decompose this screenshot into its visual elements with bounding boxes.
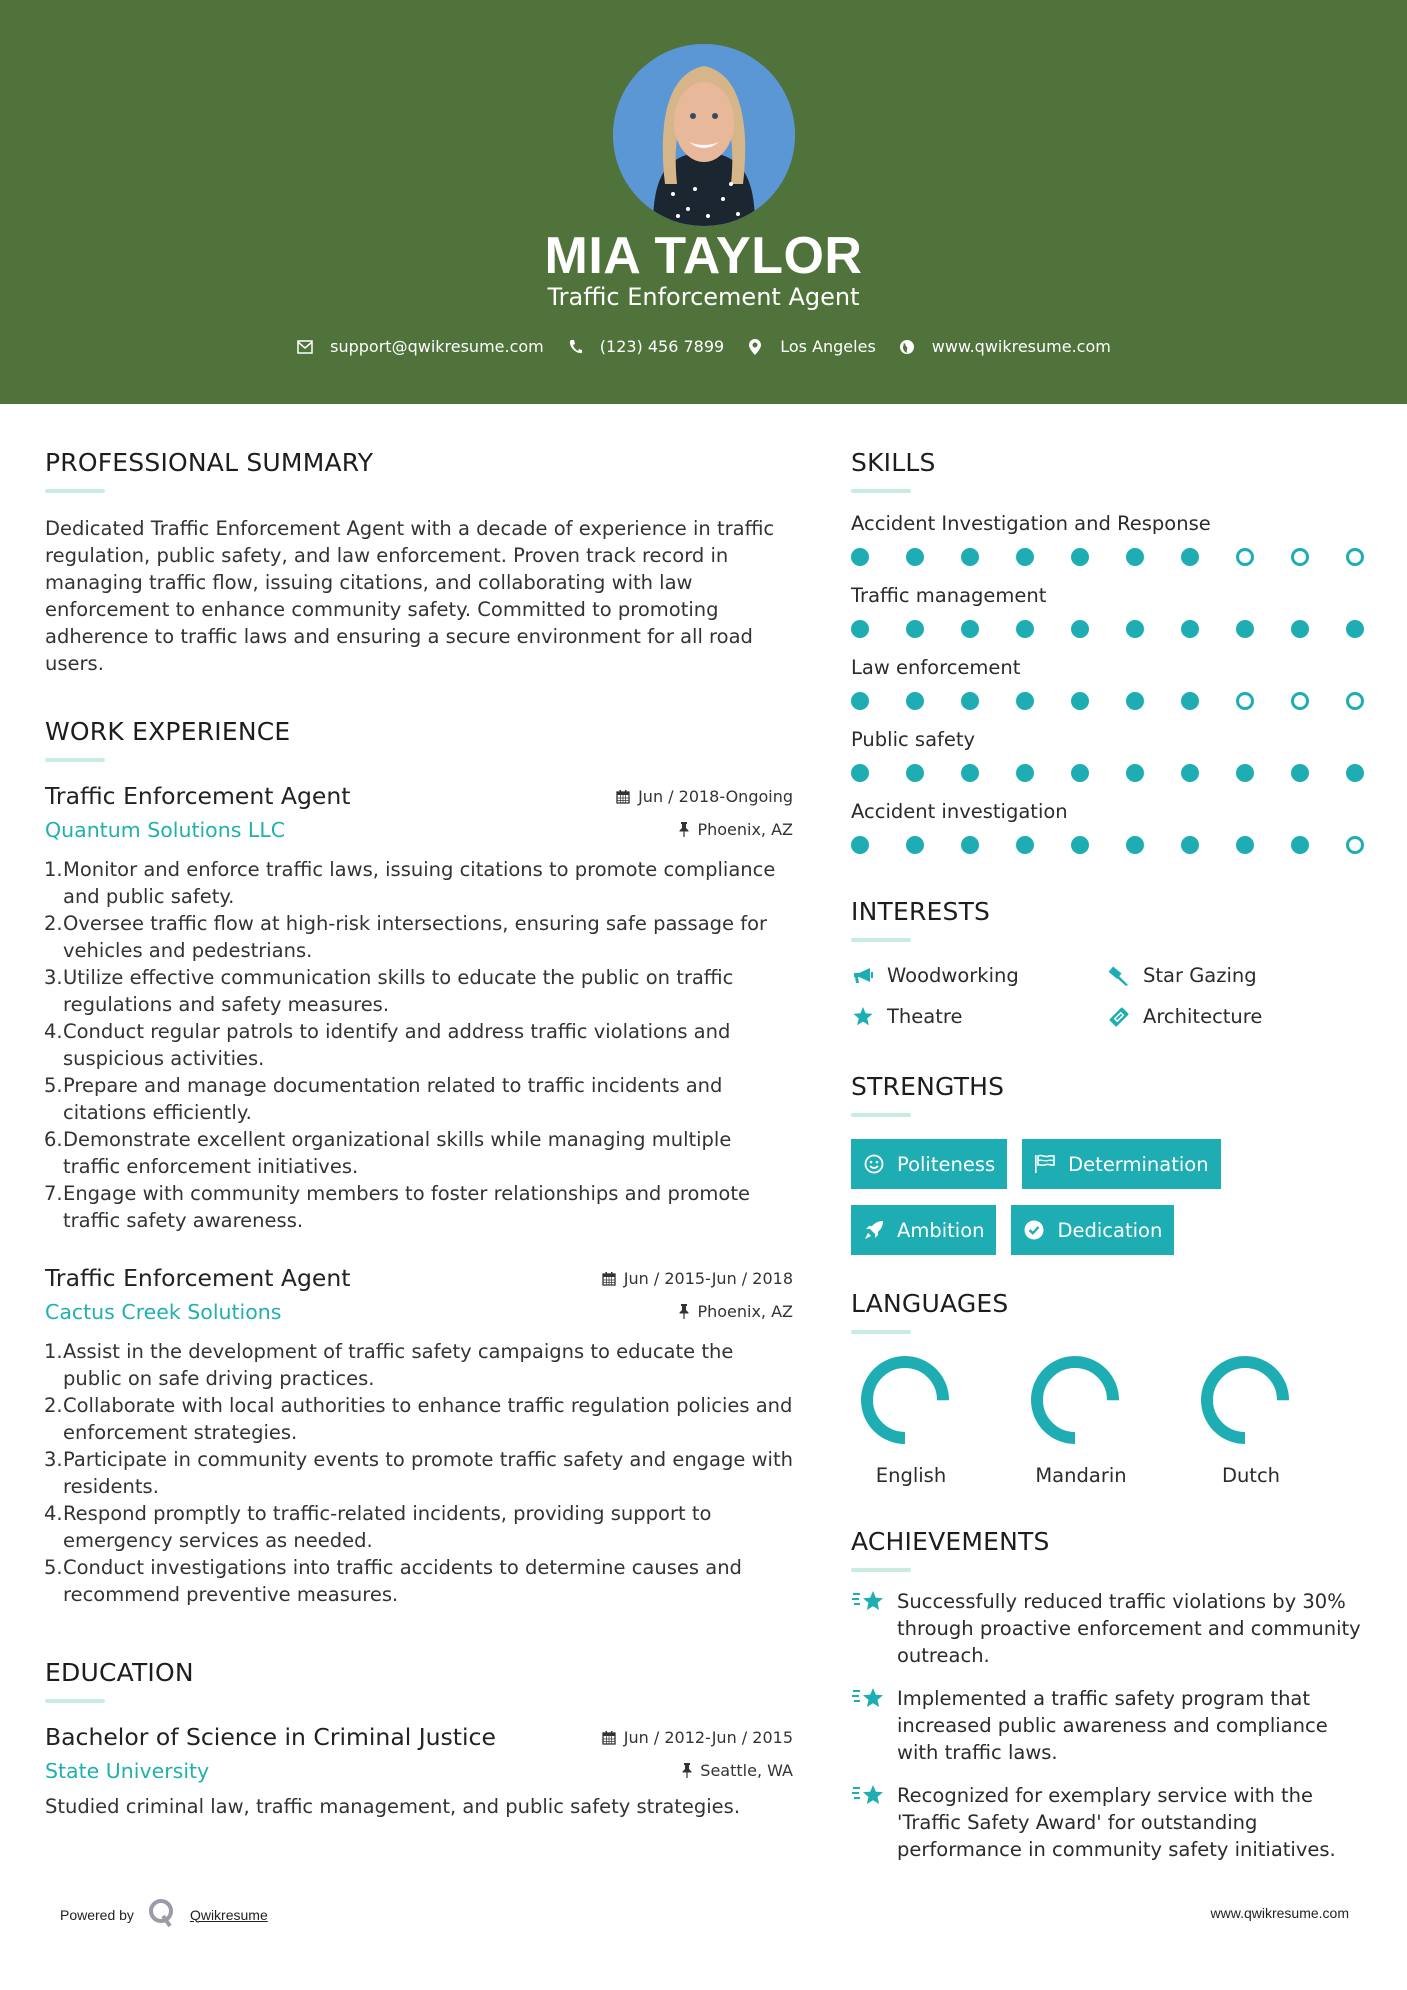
- skill-rating: [851, 547, 1371, 567]
- shooting-star-icon: [851, 1588, 887, 1618]
- job-bullet: 5. Conduct investigations into traffic accidents to determine causes and recommend preventive measures.: [44, 1556, 742, 1606]
- strength-chip: Dedication: [1011, 1205, 1174, 1255]
- rating-dot-filled: [1291, 764, 1309, 782]
- language-proficiency-ring: [1029, 1354, 1121, 1446]
- skill-item: [851, 655, 1371, 711]
- contact-phone-text: (123) 456 7899: [599, 337, 725, 356]
- rating-dot-filled: [1181, 692, 1199, 710]
- skill-item: [851, 583, 1371, 639]
- skill-name: Public safety: [851, 728, 976, 751]
- contact-phone[interactable]: [566, 337, 724, 356]
- skill-item: [851, 727, 1371, 783]
- rating-dot-filled: [1291, 836, 1309, 854]
- right-column: [851, 448, 1371, 1863]
- job-location: Phoenix, AZ: [679, 820, 793, 839]
- rating-dot-filled: [961, 620, 979, 638]
- achievement-item: Recognized for exemplary service with the 'Traffic Safety Award' for outstanding performance in community safety initiatives.: [851, 1782, 1371, 1863]
- rating-dot-filled: [1071, 764, 1089, 782]
- contact-email-text: support@qwikresume.com: [330, 337, 544, 356]
- job-entry: [45, 1264, 793, 1608]
- strengths-section: [851, 1072, 1371, 1271]
- skill-name: Accident investigation: [851, 800, 1068, 823]
- language-proficiency-ring: [1199, 1354, 1291, 1446]
- rocket-icon: [863, 1219, 885, 1241]
- professional-summary-section: [45, 448, 793, 677]
- pushpin-icon: [679, 822, 689, 837]
- language-name: Mandarin: [1035, 1464, 1127, 1487]
- left-column: [45, 448, 793, 1820]
- interest-item: Theatre: [851, 1005, 1107, 1028]
- section-heading: STRENGTHS: [851, 1072, 1005, 1101]
- rating-dot-filled: [1126, 692, 1144, 710]
- rating-dot-filled: [1126, 836, 1144, 854]
- contact-location: [746, 337, 876, 356]
- section-heading: ACHIEVEMENTS: [851, 1527, 1050, 1556]
- rating-dot-filled: [1126, 620, 1144, 638]
- rating-dot-filled: [851, 836, 869, 854]
- rating-dot-filled: [1071, 620, 1089, 638]
- skill-name: Accident Investigation and Response: [851, 512, 1211, 535]
- job-bullet: 1. Monitor and enforce traffic laws, issuing citations to promote compliance and public safety.: [44, 858, 776, 908]
- job-title: Traffic Enforcement Agent: [45, 782, 351, 810]
- job-bullet: 3. Utilize effective communication skills to educate the public on traffic regulations and safety measures.: [44, 966, 734, 1016]
- rating-dot-filled: [1126, 764, 1144, 782]
- languages-section: [851, 1289, 1371, 1487]
- section-heading: WORK EXPERIENCE: [45, 717, 291, 746]
- heading-underline: [851, 1568, 911, 1572]
- bullhorn-icon: [851, 965, 875, 987]
- job-bullet: 1. Assist in the development of traffic safety campaigns to educate the public on safe driving practices.: [44, 1340, 734, 1390]
- education-entry: [45, 1723, 793, 1820]
- rating-dot-filled: [1181, 836, 1199, 854]
- achievements-section: [851, 1527, 1371, 1863]
- heading-underline: [45, 1699, 105, 1703]
- ticket-icon: [1107, 1006, 1131, 1028]
- rating-dot-empty: [1236, 548, 1254, 566]
- language-item: [1021, 1354, 1191, 1487]
- skills-section: [851, 448, 1371, 855]
- flag-icon: [1034, 1153, 1056, 1175]
- company-name: Cactus Creek Solutions: [45, 1300, 282, 1324]
- school-name: State University: [45, 1759, 210, 1783]
- heading-underline: [45, 758, 105, 762]
- education-date: Jun / 2012-Jun / 2015: [602, 1728, 793, 1747]
- rating-dot-empty: [1236, 692, 1254, 710]
- rating-dot-empty: [1346, 836, 1364, 854]
- job-bullet: 2. Collaborate with local authorities to enhance traffic regulation policies and enforcement strategies.: [44, 1394, 793, 1444]
- rating-dot-filled: [1346, 764, 1364, 782]
- calendar-icon: [602, 1730, 616, 1745]
- language-name: Dutch: [1221, 1464, 1281, 1487]
- qwikresume-logo-icon: [148, 1898, 176, 1931]
- rating-dot-filled: [1236, 836, 1254, 854]
- education-section: [45, 1658, 793, 1820]
- rating-dot-filled: [906, 548, 924, 566]
- qwikresume-link[interactable]: Qwikresume: [189, 1906, 268, 1923]
- contact-website[interactable]: [898, 337, 1111, 356]
- skill-rating: [851, 691, 1371, 711]
- job-entry: [45, 782, 793, 1234]
- rating-dot-filled: [1016, 836, 1034, 854]
- skill-name: Traffic management: [851, 584, 1047, 607]
- resume-header: [0, 0, 1407, 404]
- profile-photo: [613, 44, 795, 226]
- job-bullet-list: [45, 1338, 793, 1608]
- star-icon: [851, 1006, 875, 1028]
- footer-website-link[interactable]: www.qwikresume.com: [1210, 1905, 1349, 1921]
- achievement-item: Implemented a traffic safety program that increased public awareness and compliance with traffic laws.: [851, 1685, 1371, 1766]
- language-item: [1191, 1354, 1361, 1487]
- contact-location-text: Los Angeles: [780, 337, 876, 356]
- rating-dot-filled: [1181, 620, 1199, 638]
- rating-dot-filled: [1346, 620, 1364, 638]
- interests-section: [851, 897, 1371, 1028]
- job-bullet: 4. Conduct regular patrols to identify and address traffic violations and suspicious activities.: [44, 1020, 731, 1070]
- skill-item: [851, 511, 1371, 567]
- rating-dot-filled: [1016, 764, 1034, 782]
- rating-dot-filled: [906, 764, 924, 782]
- rating-dot-filled: [1236, 764, 1254, 782]
- strength-chip: Ambition: [851, 1205, 996, 1255]
- language-name: English: [875, 1464, 947, 1487]
- interest-item: Star Gazing: [1107, 964, 1363, 987]
- skill-rating: [851, 619, 1371, 639]
- rating-dot-filled: [961, 836, 979, 854]
- pushpin-icon: [682, 1763, 692, 1778]
- job-date: Jun / 2015-Jun / 2018: [602, 1269, 793, 1288]
- envelope-icon: [296, 338, 314, 356]
- job-bullet: 2. Oversee traffic flow at high-risk intersections, ensuring safe passage for vehicles and pedestrians.: [44, 912, 768, 962]
- job-bullet: 6. Demonstrate excellent organizational skills while managing multiple traffic enforcement initiatives.: [44, 1128, 732, 1178]
- section-heading: LANGUAGES: [851, 1289, 1009, 1318]
- powered-by: [60, 1898, 268, 1931]
- rating-dot-filled: [1016, 620, 1034, 638]
- degree-title: Bachelor of Science in Criminal Justice: [45, 1723, 496, 1751]
- language-proficiency-ring: [859, 1354, 951, 1446]
- rating-dot-filled: [851, 764, 869, 782]
- rating-dot-filled: [1071, 692, 1089, 710]
- contact-bar: [0, 337, 1407, 356]
- rating-dot-empty: [1346, 692, 1364, 710]
- heading-underline: [45, 489, 105, 493]
- achievement-item: Successfully reduced traffic violations by 30% through proactive enforcement and community outreach.: [851, 1588, 1371, 1669]
- interest-item: Architecture: [1107, 1005, 1363, 1028]
- rating-dot-filled: [1126, 548, 1144, 566]
- section-heading: INTERESTS: [851, 897, 991, 926]
- profile-photo-image: [613, 44, 795, 226]
- shooting-star-icon: [851, 1685, 887, 1715]
- interest-item: Woodworking: [851, 964, 1107, 987]
- rating-dot-filled: [1071, 836, 1089, 854]
- rating-dot-filled: [961, 764, 979, 782]
- contact-website-text: www.qwikresume.com: [931, 337, 1111, 356]
- calendar-icon: [616, 789, 630, 804]
- smile-icon: [863, 1153, 885, 1175]
- shooting-star-icon: [851, 1782, 887, 1812]
- section-heading: SKILLS: [851, 448, 936, 477]
- map-marker-icon: [746, 338, 764, 356]
- globe-icon: [898, 338, 916, 356]
- contact-email[interactable]: [296, 337, 544, 356]
- job-bullet: 5. Prepare and manage documentation related to traffic incidents and citations efficiently.: [44, 1074, 723, 1124]
- skill-item: [851, 799, 1371, 855]
- rating-dot-empty: [1291, 548, 1309, 566]
- heading-underline: [851, 489, 911, 493]
- rating-dot-filled: [851, 620, 869, 638]
- candidate-name: MIA TAYLOR: [544, 227, 863, 285]
- rating-dot-filled: [851, 548, 869, 566]
- section-heading: EDUCATION: [45, 1658, 194, 1687]
- strength-chip: Determination: [1022, 1139, 1220, 1189]
- rating-dot-filled: [1236, 620, 1254, 638]
- company-name: Quantum Solutions LLC: [45, 818, 286, 842]
- check-circle-icon: [1023, 1219, 1045, 1241]
- summary-text: Dedicated Traffic Enforcement Agent with a decade of experience in traffic regulation, public safety, and law enforcement. Proven track record in managing traffic flow, issuing citations, and collaborating with law enforcement to enhance community safety. Committed to promoting adherence to traffic laws and ensuring a secure environment for all road users.: [45, 517, 775, 675]
- skills-list: [851, 511, 1371, 855]
- phone-icon: [566, 338, 584, 356]
- rating-dot-filled: [906, 620, 924, 638]
- calendar-icon: [602, 1271, 616, 1286]
- heading-underline: [851, 1330, 911, 1334]
- job-bullet: 3. Participate in community events to promote traffic safety and engage with residents.: [44, 1448, 793, 1498]
- job-date: Jun / 2018-Ongoing: [616, 787, 793, 806]
- rating-dot-filled: [1181, 764, 1199, 782]
- job-bullet-list: [45, 856, 793, 1234]
- rating-dot-filled: [1291, 620, 1309, 638]
- rating-dot-empty: [1291, 692, 1309, 710]
- language-item: [851, 1354, 1021, 1487]
- skill-rating: [851, 763, 1371, 783]
- job-bullet: 7. Engage with community members to foster relationships and promote traffic safety awareness.: [44, 1182, 750, 1232]
- job-title: Traffic Enforcement Agent: [45, 1264, 351, 1292]
- strength-chip: Politeness: [851, 1139, 1007, 1189]
- rating-dot-filled: [961, 692, 979, 710]
- rating-dot-filled: [906, 692, 924, 710]
- rating-dot-filled: [1016, 692, 1034, 710]
- powered-by-label: Powered by: [60, 1906, 134, 1923]
- gavel-icon: [1107, 965, 1131, 987]
- skill-rating: [851, 835, 1371, 855]
- candidate-title: Traffic Enforcement Agent: [547, 283, 860, 311]
- section-heading: PROFESSIONAL SUMMARY: [45, 448, 374, 477]
- rating-dot-filled: [1016, 548, 1034, 566]
- rating-dot-filled: [1181, 548, 1199, 566]
- pushpin-icon: [679, 1304, 689, 1319]
- heading-underline: [851, 938, 911, 942]
- education-description: Studied criminal law, traffic management, and public safety strategies.: [45, 1795, 741, 1818]
- job-bullet: 4. Respond promptly to traffic-related incidents, providing support to emergency services as needed.: [44, 1502, 712, 1552]
- heading-underline: [851, 1113, 911, 1117]
- rating-dot-filled: [906, 836, 924, 854]
- rating-dot-filled: [1071, 548, 1089, 566]
- education-location: Seattle, WA: [682, 1761, 793, 1780]
- work-experience-section: [45, 717, 793, 1608]
- job-location: Phoenix, AZ: [679, 1302, 793, 1321]
- rating-dot-filled: [961, 548, 979, 566]
- rating-dot-empty: [1346, 548, 1364, 566]
- rating-dot-filled: [851, 692, 869, 710]
- skill-name: Law enforcement: [851, 656, 1021, 679]
